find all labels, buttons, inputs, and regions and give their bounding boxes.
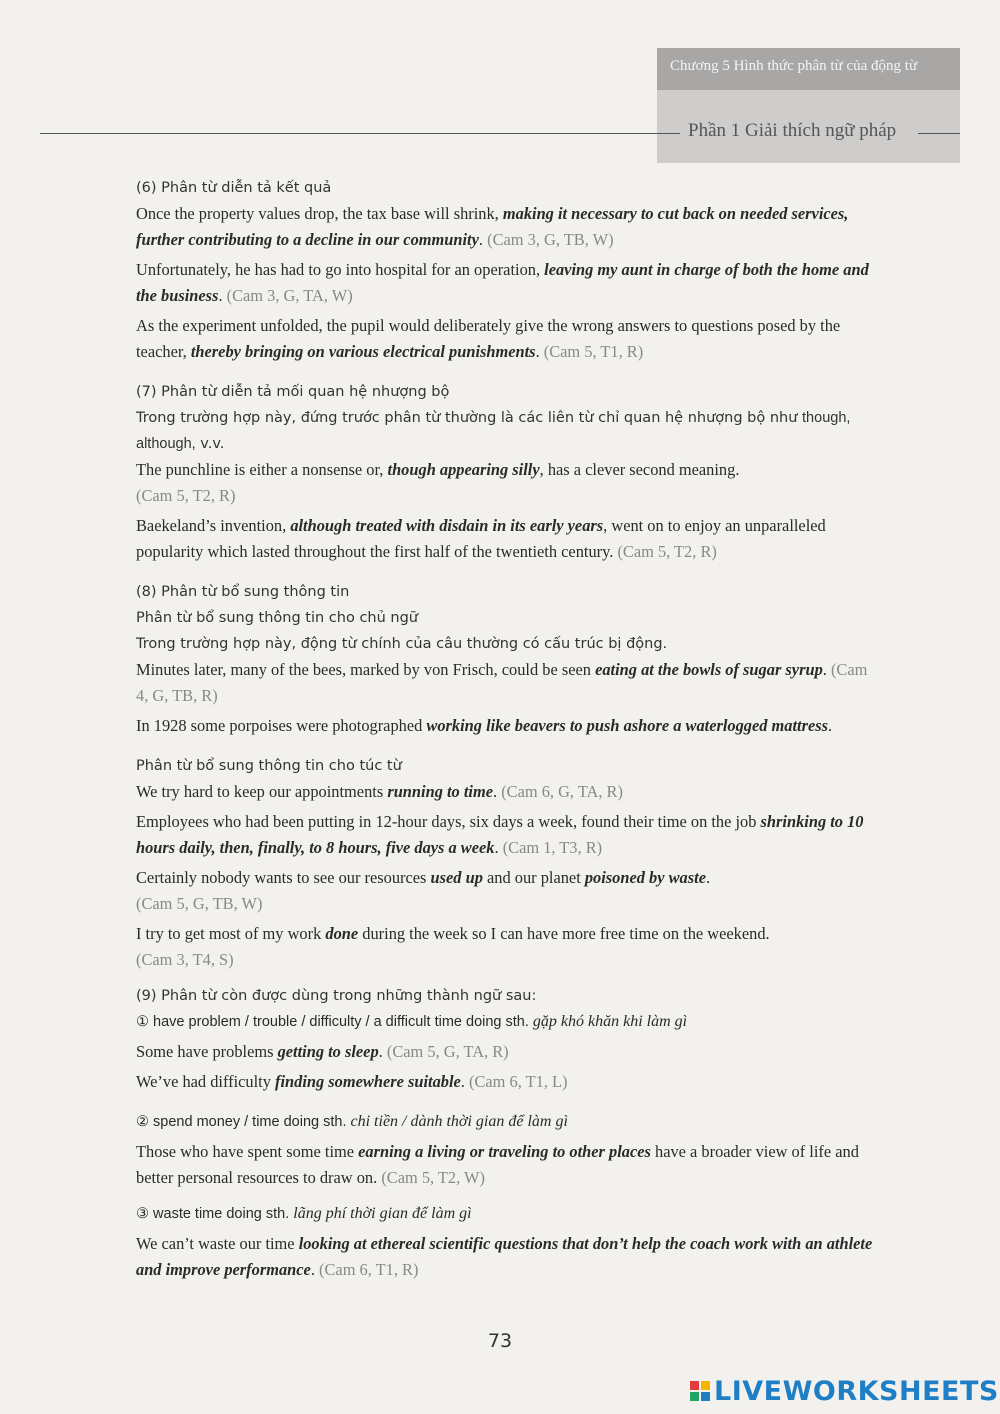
subsection-subject: Phân từ bổ sung thông tin cho chủ ngữ [136, 610, 418, 626]
example: I try to get most of my work done during the week so I can have more free time on the weekend. (Cam 3, T4, S) [136, 924, 770, 969]
idiom-2: ② spend money / time doing sth. chi tiền / dành thời gian để làm gì [136, 1113, 568, 1130]
idiom-3: ③ waste time doing sth. lãng phí thời gian để làm gì [136, 1205, 472, 1222]
example: Minutes later, many of the bees, marked by von Frisch, could be seen eating at the bowls of sugar syrup. (Cam 4, G, TB, R) [136, 660, 868, 705]
example: We can’t waste our time looking at ethereal scientific questions that don’t help the coach work with an athlete and improve performance. (Cam 6, T1, R) [136, 1234, 873, 1279]
example: The punchline is either a nonsense or, though appearing silly, has a clever second meaning. (Cam 5, T2, R) [136, 460, 740, 505]
section-8-title: (8) Phân từ bổ sung thông tin [136, 584, 350, 600]
example: Once the property values drop, the tax base will shrink, making it necessary to cut back on needed services, further contributing to a decline in our community. (Cam 3, G, TB, W) [136, 204, 849, 249]
section-7-note: Trong trường hợp này, đứng trước phân từ thường là các liên từ chỉ quan hệ nhượng bộ như though, although, v.v. [136, 410, 851, 452]
section-7-title: (7) Phân từ diễn tả mối quan hệ nhượng bộ [136, 384, 450, 400]
part-title: Phần 1 Giải thích ngữ pháp [688, 120, 897, 141]
page-body [136, 175, 876, 1287]
example: We’ve had difficulty finding somewhere suitable. (Cam 6, T1, L) [136, 1072, 568, 1091]
example: Unfortunately, he has had to go into hospital for an operation, leaving my aunt in charge of both the home and the business. (Cam 3, G, TA, W) [136, 260, 869, 305]
example: Certainly nobody wants to see our resources used up and our planet poisoned by waste. (Cam 5, G, TB, W) [136, 868, 711, 913]
example: Those who have spent some time earning a living or traveling to other places have a broader view of life and better personal resources to draw on. (Cam 5, T2, W) [136, 1142, 859, 1187]
page-number: 73 [487, 1330, 513, 1352]
example: Baekeland’s invention, although treated with disdain in its early years, went on to enjoy an unparalleled popularity which lasted throughout the first half of the twentieth century. (Cam 5, T2, R) [136, 516, 826, 561]
idiom-1: ① have problem / trouble / difficulty / a difficult time doing sth. gặp khó khăn khi làm gì [136, 1013, 688, 1030]
example: As the experiment unfolded, the pupil would deliberately give the wrong answers to questions posed by the teacher, thereby bringing on various electrical punishments. (Cam 5, T1, R) [136, 316, 841, 361]
liveworksheets-logo-icon [690, 1381, 710, 1401]
section-8-note: Trong trường hợp này, động từ chính của câu thường có cấu trúc bị động. [136, 636, 668, 652]
section-9-title: (9) Phân từ còn được dùng trong những thành ngữ sau: [136, 988, 537, 1004]
example: Employees who had been putting in 12-hour days, six days a week, found their time on the job shrinking to 10 hours daily, then, finally, to 8 hours, five days a week. (Cam 1, T3, R) [136, 812, 864, 857]
example: In 1928 some porpoises were photographed working like beavers to push ashore a waterlogged mattress. [136, 716, 833, 735]
header-rule-end [918, 133, 960, 134]
liveworksheets-logo[interactable] [690, 1376, 999, 1406]
section-6-title: (6) Phân từ diễn tả kết quả [136, 180, 332, 196]
example: Some have problems getting to sleep. (Cam 5, G, TA, R) [136, 1042, 509, 1061]
chapter-title: Chương 5 Hình thức phân từ của động từ [670, 58, 918, 74]
subsection-object: Phân từ bổ sung thông tin cho túc từ [136, 758, 402, 774]
header-rule [40, 133, 680, 134]
example: We try hard to keep our appointments running to time. (Cam 6, G, TA, R) [136, 782, 623, 801]
brand-name: LIVEWORKSHEETS [714, 1375, 999, 1407]
